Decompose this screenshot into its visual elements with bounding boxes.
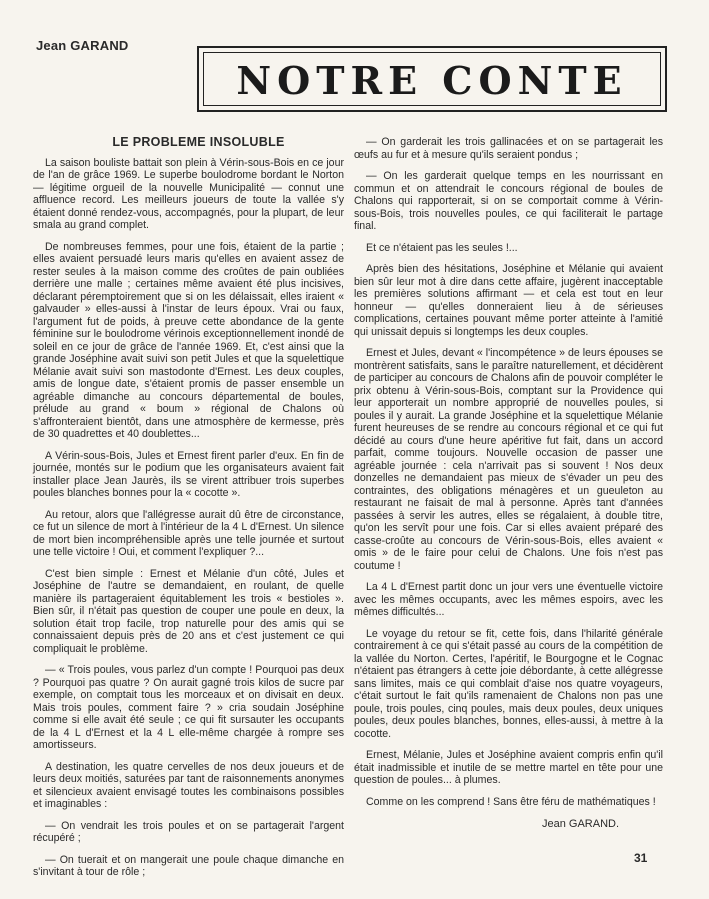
signature: Jean GARAND. [542,818,620,830]
left-column [33,136,344,888]
paragraph: — On vendrait les trois poules et on se partagerait l'argent récupéré ; [33,819,344,844]
paragraph: La saison bouliste battait son plein à Vérin-sous-Bois en ce jour de l'an de grâce 1969. Le superbe boulodrome bordant le Norton — légitime orgueil de la nouvelle Municipalité — connut une affluence record. Les meilleurs joueurs de toute la vallée s'y étaient donné rendez-vous, accompagnés, pour la plupart, de leur smala au grand complet. [33,156,344,231]
paragraph: Et ce n'étaient pas les seules !... [366,241,518,254]
story-heading: LE PROBLEME INSOLUBLE [112,135,285,149]
author-name-top: Jean GARAND [36,38,129,53]
paragraph: — On tuerait et on mangerait une poule chaque dimanche en s'invitant à tour de rôle ; [33,853,344,878]
page-title: NOTRE CONTE [236,58,628,103]
page-number: 31 [634,851,648,865]
paragraph: De nombreuses femmes, pour une fois, étaient de la partie ; elles avaient persuadé leurs maris qu'elles en avaient assez de rester seules à la maison comme des croûtes de pain oubliées derrière une malle ; certaines même avaient été plus incisives, déclarant péremptoirement que si on les délaissait, elles iraient « galvauder » elles-aussi à l'instar de leurs époux. Vrai ou faux, l'argument fut de poids, à preuve cette abondance de la gente féminine sur le boulodrome vérinois exceptionnellement inondé de soleil en ce jour de grâce de l'année 1969. Et, c'est ainsi que la grande Joséphine avait suivi son petit Jules et que la squelettique Mélanie avait suivi son mastodonte d'Ernest. Les deux couples, amis de longue date, s'étaient promis de passer ensemble un agréable dimanche au concours départemental de boules, prélude au grand « boum » régional de Chalons où s'affronteraient bientôt, dans une atmosphère de kermesse, près de 30 quadrettes et 40 doublettes... [33,240,344,440]
paragraph: Comme on les comprend ! Sans être féru de mathématiques ! [366,795,656,808]
paragraph: Après bien des hésitations, Joséphine et Mélanie qui avaient bien sûr leur mot à dire dans cette affaire, jugèrent inacceptable les premières solutions affirmant — et cela est tout en leur honneur — qu'elles donneraient lieu à de sérieuses complications, certaines pouvant même porter atteinte à l'amitié qui unissait depuis si longtemps les deux couples. [354,263,663,338]
paragraph: Le voyage du retour se fit, cette fois, dans l'hilarité générale contrairement à ce qui s'était passé au cours de la compétition de la vallée du Norton. Certes, l'apéritif, le Bourgogne et le Cognac n'étaient pas étrangers à cette joie débordante, à cette allégresse sans limites, mais ce qui comblait d'aise nos quatre voyageurs, c'était surtout le fait qu'ils ramenaient de Chalons non pas une poule, trois poules, cinq poules, mais deux poules, deux uniques poules, deux poules blanches, bonnes, elles-aussi, à mettre à la cocotte. [354,627,663,740]
paragraph: C'est bien simple : Ernest et Mélanie d'un côté, Jules et Joséphine de l'autre se demandaient, en roulant, de quelle manière ils partageraient équitablement les trois « bestioles ». Bien sûr, il n'était pas question de couper une poule en deux, la solution était trop facile, trop naturelle pour des amis qui se connaissaient depuis près de 20 ans et c'est justement ce qui compliquait le problème. [33,567,344,655]
paragraph: A destination, les quatre cervelles de nos deux joueurs et de leurs deux moitiés, saturées par tant de raisonnements anonymes et silencieux avaient envisagé toutes les combinaisons possibles et imaginables : [33,760,344,810]
paragraph: Ernest et Jules, devant « l'incompétence » de leurs épouses se montrèrent satisfaits, sans le paraître naturellement, et décidèrent de participer au concours de Chalons afin de pouvoir compléter le prix obtenu à Vérin-sous-Bois, comptant sur la Providence qui leur apporterait un nombre approprié de nouvelles poules, si poules il y aurait. La grande Joséphine et la squelettique Mélanie furent heureuses de se rendre au concours régional et ce qui fut décidé au cours d'une heure apéritive fut fait, dans un accord parfait, comme toujours. Nouvelle occasion de passer une agréable journée : cela n'arrivait pas si souvent ! Nos deux donzelles ne demandaient pas mieux de s'évader un peu des contraintes, des obligations ménagères et un gueuleton au restaurant ne faisait de mal à personne. Après tant d'années passées à servir les autres, elles se régalaient, à double titre, qu'on les servît pour une fois. Car si elles avaient préparé des casse-croûte au concours de Vérin-sous-Bois, elles avaient « omis » de le faire pour celui de Chalons. Une fois n'est pas coutume ! [354,347,663,572]
paragraph: — On les garderait quelque temps en les nourrissant en commun et on attendrait le concours régional de boules de Chalons qui rapporterait, si on se comportait comme à Vérin-sous-Bois, trois nouvelles poules, ce qui faciliterait le partage final. [354,170,663,232]
paragraph: A Vérin-sous-Bois, Jules et Ernest firent parler d'eux. En fin de journée, montés sur le podium que les organisateurs avaient fait installer place Jean Jaurès, ils se virent attribuer trois superbes poules blanches bonnes pour la « cocotte ». [33,449,344,499]
title-frame [197,46,667,112]
paragraph: Ernest, Mélanie, Jules et Joséphine avaient compris enfin qu'il était inadmissible et inutile de se mettre martel en tête pour une question de poules... à plumes. [354,749,663,786]
paragraph: — « Trois poules, vous parlez d'un compte ! Pourquoi pas deux ? Pourquoi pas quatre ? On aurait gagné trois kilos de sucre par exemple, on comptait tous les morceaux et on divisait en deux. Mais trois poules, comment faire ? » cria soudain Joséphine comme si elle avait été seule ; ce qui fit sursauter les occupants de la 4 L d'Ernest et la 4 L elle-même chargée à rompre ses amortisseurs. [33,664,344,751]
paragraph: La 4 L d'Ernest partit donc un jour vers une éventuelle victoire avec les mêmes occupants, avec les mêmes espoirs, avec les mêmes difficultés... [354,581,663,618]
right-column [354,136,663,817]
paragraph: Au retour, alors que l'allégresse aurait dû être de circonstance, ce fut un silence de mort à l'intérieur de la 4 L d'Ernest. Un silence de mort bien incompréhensible après une telle journée et surtout une telle victoire ! Oui, et comment l'expliquer ?... [33,508,344,558]
paragraph: — On garderait les trois gallinacées et on se partagerait les œufs au fur et à mesure qu'ils seraient pondus ; [354,136,663,161]
